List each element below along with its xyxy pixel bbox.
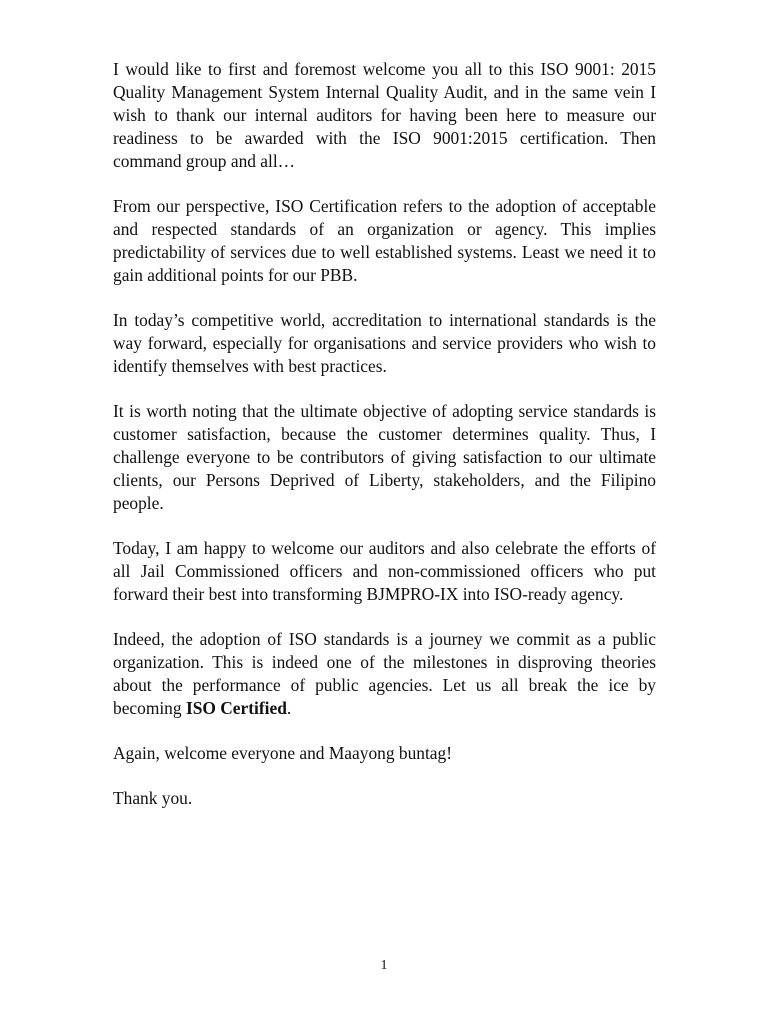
paragraph-competitive-world: In today’s competitive world, accreditation to international standards is the way forward, especially for organisations and service providers who wish to identify themselves with best practices. (113, 310, 656, 376)
paragraph-celebrate-efforts: Today, I am happy to welcome our auditors and also celebrate the efforts of all Jail Commissioned officers and non-commissioned officers who put forward their best into transforming BJMPRO-IX into ISO-ready agency. (113, 538, 656, 604)
paragraph-welcome: I would like to first and foremost welcome you all to this ISO 9001: 2015 Quality Management System Internal Quality Audit, and in the same vein I wish to thank our internal auditors for having been here to measure our readiness to be awarded with the ISO 9001:2015 certification. Then command group and all… (113, 59, 656, 171)
paragraph-customer-satisfaction: It is worth noting that the ultimate objective of adopting service standards is customer satisfaction, because the customer determines quality. Thus, I challenge everyone to be contributors of giving satisfaction to our ultimate clients, our Persons Deprived of Liberty, stakeholders, and the Filipino people. (113, 401, 656, 513)
paragraph-perspective: From our perspective, ISO Certification refers to the adoption of acceptable and respected standards of an organization or agency. This implies predictability of services due to well established systems. Least we need it to gain additional points for our PBB. (113, 196, 656, 285)
page-number: 1 (380, 958, 388, 973)
paragraph-iso-journey (113, 628, 656, 720)
iso-certified-emphasis: ISO Certified (185, 698, 287, 718)
paragraph-iso-journey-text: Indeed, the adoption of ISO standards is a journey we commit as a public organization. This is indeed one of the milestones in disproving theories about the performance of public agencies. Let us all break the ice by becoming (113, 629, 656, 718)
paragraph-iso-journey-end: . (286, 698, 292, 718)
sign-off: Thank you. (113, 788, 193, 808)
closing-greeting: Again, welcome everyone and Maayong buntag! (113, 743, 452, 763)
document-body (113, 58, 656, 832)
